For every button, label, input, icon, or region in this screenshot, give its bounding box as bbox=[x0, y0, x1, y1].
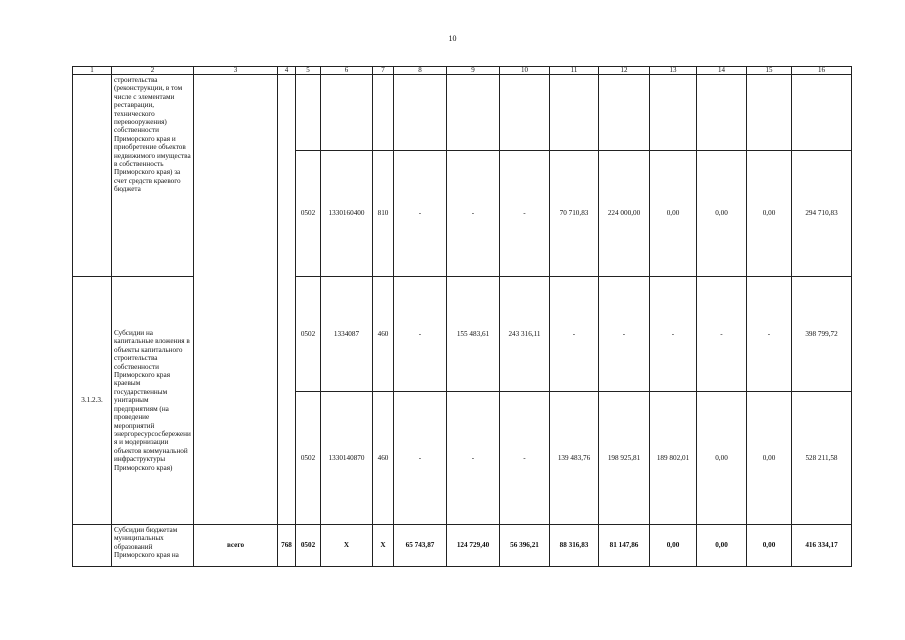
column-header: 2 bbox=[112, 67, 194, 75]
csr-code-cell: 1330160400 bbox=[321, 151, 373, 277]
amount-cell: 0,00 bbox=[697, 151, 747, 277]
amount-cell: - bbox=[394, 277, 447, 392]
empty-cell bbox=[373, 75, 394, 151]
amount-cell: - bbox=[447, 151, 500, 277]
amount-cell: 70 710,83 bbox=[550, 151, 599, 277]
section-code-cell: 0502 bbox=[296, 525, 321, 567]
amount-cell: - bbox=[500, 392, 550, 525]
amount-cell: 0,00 bbox=[697, 392, 747, 525]
column-header: 13 bbox=[650, 67, 697, 75]
amount-cell: - bbox=[697, 277, 747, 392]
page-number: 10 bbox=[448, 34, 457, 43]
empty-cell bbox=[447, 75, 500, 151]
amount-cell: 155 483,61 bbox=[447, 277, 500, 392]
column-header: 16 bbox=[792, 67, 852, 75]
total-cell: 294 710,83 bbox=[792, 151, 852, 277]
total-label: всего bbox=[194, 525, 278, 567]
csr-code-cell: 1334087 bbox=[321, 277, 373, 392]
column-header: 7 bbox=[373, 67, 394, 75]
amount-cell: 88 316,83 bbox=[550, 525, 599, 567]
amount-cell: 139 483,76 bbox=[550, 392, 599, 525]
total-cell: 398 799,72 bbox=[792, 277, 852, 392]
empty-cell bbox=[394, 75, 447, 151]
amount-cell: 56 396,21 bbox=[500, 525, 550, 567]
amount-cell: - bbox=[500, 151, 550, 277]
table-row bbox=[73, 277, 852, 392]
amount-cell: 243 316,11 bbox=[500, 277, 550, 392]
vr-code-cell: 810 bbox=[373, 151, 394, 277]
grbs-code-cell: 768 bbox=[278, 525, 296, 567]
amount-cell: 81 147,86 bbox=[599, 525, 650, 567]
vr-code-cell: 460 bbox=[373, 392, 394, 525]
empty-cell bbox=[792, 75, 852, 151]
row-a-code-cell bbox=[73, 75, 112, 277]
empty-cell bbox=[321, 75, 373, 151]
empty-cell bbox=[747, 75, 792, 151]
empty-cell bbox=[550, 75, 599, 151]
column-header: 10 bbox=[500, 67, 550, 75]
row-c-code-cell bbox=[73, 525, 112, 567]
section-code-cell: 0502 bbox=[296, 151, 321, 277]
column-header: 12 bbox=[599, 67, 650, 75]
column-header: 11 bbox=[550, 67, 599, 75]
amount-cell: 0,00 bbox=[747, 151, 792, 277]
csr-code-cell: 1330140870 bbox=[321, 392, 373, 525]
column-header: 14 bbox=[697, 67, 747, 75]
amount-cell: 0,00 bbox=[747, 392, 792, 525]
row-b-code: 3.1.2.3. bbox=[73, 277, 112, 525]
vr-code-cell: X bbox=[373, 525, 394, 567]
empty-cell bbox=[650, 75, 697, 151]
amount-cell: 198 925,81 bbox=[599, 392, 650, 525]
amount-cell: 189 802,01 bbox=[650, 392, 697, 525]
empty-cell bbox=[599, 75, 650, 151]
amount-cell: 0,00 bbox=[650, 525, 697, 567]
amount-cell: 224 000,00 bbox=[599, 151, 650, 277]
header-row bbox=[73, 67, 852, 75]
column-header: 3 bbox=[194, 67, 278, 75]
section-code-cell: 0502 bbox=[296, 392, 321, 525]
total-cell: 416 334,17 bbox=[792, 525, 852, 567]
amount-cell: 0,00 bbox=[697, 525, 747, 567]
empty-cell bbox=[296, 75, 321, 151]
column-header: 15 bbox=[747, 67, 792, 75]
row-a-description: строительства (реконструкции, в том числе с элементами реставрации, технического перевооружения) собственности Приморского края и приобретение объектов недвижимого имущества в собственность Приморского края) за счет средств краевого бюджета bbox=[112, 75, 194, 277]
vr-code-cell: 460 bbox=[373, 277, 394, 392]
budget-table bbox=[72, 66, 852, 567]
table-row bbox=[73, 525, 852, 567]
column-header: 8 bbox=[394, 67, 447, 75]
column-header: 1 bbox=[73, 67, 112, 75]
csr-code-cell: X bbox=[321, 525, 373, 567]
empty-cell bbox=[697, 75, 747, 151]
column-header: 4 bbox=[278, 67, 296, 75]
amount-cell: - bbox=[447, 392, 500, 525]
column-header: 6 bbox=[321, 67, 373, 75]
row-ab-col3-cell bbox=[194, 75, 278, 525]
empty-cell bbox=[500, 75, 550, 151]
amount-cell: 124 729,40 bbox=[447, 525, 500, 567]
amount-cell: - bbox=[599, 277, 650, 392]
amount-cell: 0,00 bbox=[650, 151, 697, 277]
amount-cell: - bbox=[747, 277, 792, 392]
amount-cell: 65 743,87 bbox=[394, 525, 447, 567]
row-c-description: Субсидии бюджетам муниципальных образований Приморского края на bbox=[112, 525, 194, 567]
column-header: 5 bbox=[296, 67, 321, 75]
row-b-description: Субсидии на капитальные вложения в объекты капитального строительства собственности Приморского края краевым государственным унитарным предприятиям (на проведение мероприятий энергоресурсосбережения и модернизации объектов коммунальной инфраструктуры Приморского края) bbox=[112, 277, 194, 525]
total-cell: 528 211,58 bbox=[792, 392, 852, 525]
amount-cell: - bbox=[650, 277, 697, 392]
section-code-cell: 0502 bbox=[296, 277, 321, 392]
amount-cell: 0,00 bbox=[747, 525, 792, 567]
amount-cell: - bbox=[550, 277, 599, 392]
column-header: 9 bbox=[447, 67, 500, 75]
row-ab-col4-cell bbox=[278, 75, 296, 525]
amount-cell: - bbox=[394, 151, 447, 277]
amount-cell: - bbox=[394, 392, 447, 525]
table-row bbox=[73, 75, 852, 151]
